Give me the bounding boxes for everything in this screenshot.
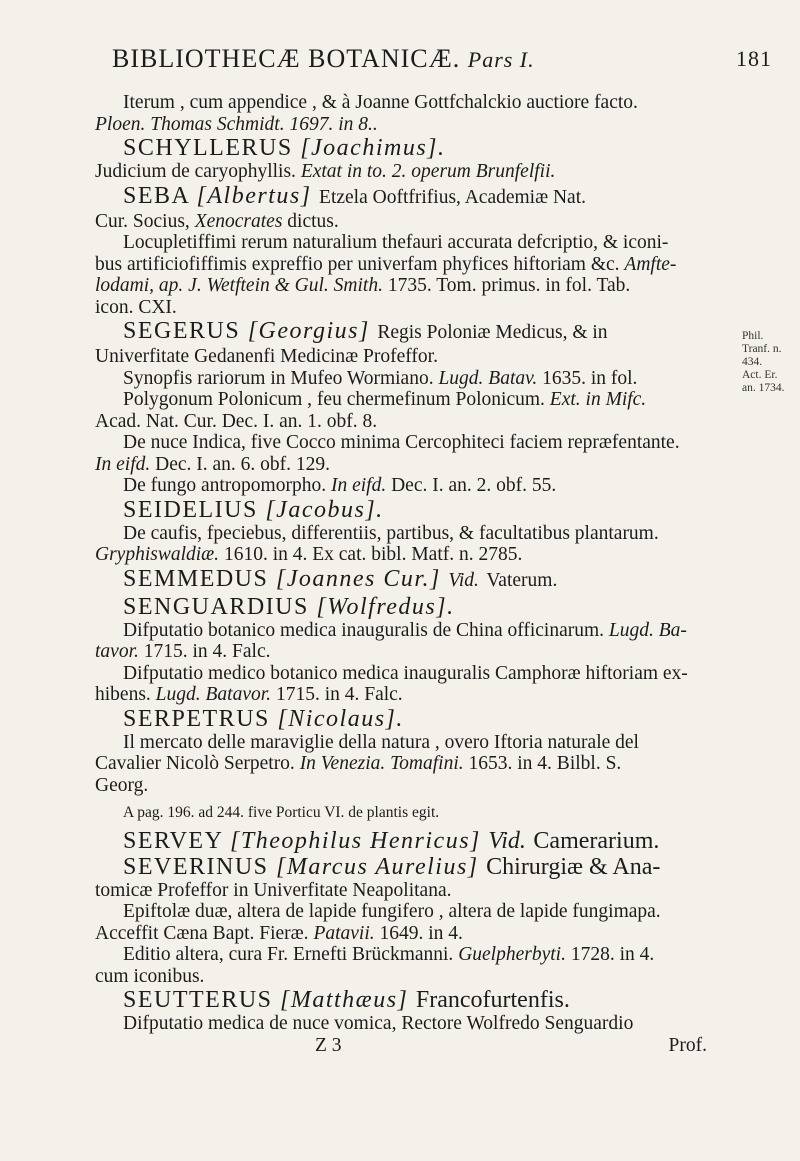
text-line: Cavalier Nicolò Serpetro. In Venezia. Tomafini. 1653. in 4. Bilbl. S. [95, 753, 622, 774]
text-line: In eifd. Dec. I. an. 6. obf. 129. [95, 453, 331, 475]
text-line: bus artificiofiffimis expreffio per univerfam phyfices hiftoriam &c. Amfte- [95, 253, 677, 275]
entry-heading: SCHYLLERUS [Joachimus]. [123, 135, 446, 161]
text-line: Difputatio medica de nuce vomica, Rectore Wolfredo Senguardio [123, 1013, 634, 1034]
text-line: Cur. Socius, Xenocrates dictus. [95, 210, 339, 232]
entry-heading: SEMMEDUS [Joannes Cur.] Vid. Vaterum. [123, 565, 558, 592]
text-line: Acad. Nat. Cur. Dec. I. an. 1. obf. 8. [95, 410, 378, 432]
text-line: Polygonum Polonicum , feu chermefinum Polonicum. Ext. in Mifc. [123, 389, 647, 410]
entry-heading: SEIDELIUS [Jacobus]. [123, 496, 384, 523]
text-line: Judicium de caryophyllis. Extat in to. 2. operum Brunfelfii. [95, 161, 556, 182]
text-line: Epiftolæ duæ, altera de lapide fungifero , altera de lapide fungimapa. [123, 901, 661, 922]
entry-heading: SENGUARDIUS [Wolfredus]. [123, 593, 455, 620]
header-title: BIBLIOTHECÆ BOTANICÆ. [112, 44, 461, 73]
text-line: De fungo antropomorpho. In eifd. Dec. I. an. 2. obf. 55. [123, 475, 557, 496]
text-line: Difputatio medico botanico medica inauguralis Camphoræ hiftoriam ex- [123, 662, 688, 684]
entry-heading: SERPETRUS [Nicolaus]. [123, 705, 404, 732]
text-line: Acceffit Cæna Bapt. Fieræ. Patavii. 1649. in 4. [95, 922, 463, 944]
text-line: Univerfitate Gedanenfi Medicinæ Profeffor. [95, 346, 438, 367]
margin-line: Act. Er. [742, 369, 778, 381]
entry-heading: SEUTTERUS [Matthæus] Francofurtenfis. [123, 987, 570, 1013]
header-part: Pars I. [467, 47, 535, 72]
page-footer [95, 1035, 735, 1057]
text-line: Ploen. Thomas Schmidt. 1697. in 8.. [95, 113, 378, 135]
entry-heading: SEGERUS [Georgius] Regis Poloniæ Medicus, & in [123, 318, 608, 344]
text-line: Gryphiswaldiæ. 1610. in 4. Ex cat. bibl. Matf. n. 2785. [95, 544, 523, 565]
margin-line: Phil. [742, 330, 764, 342]
catchword: Prof. [668, 1034, 707, 1056]
text-line: Il mercato delle maraviglie della natura , overo Iftoria naturale del [123, 731, 639, 753]
entry-heading: SERVEY [Theophilus Henricus] Vid. Camerarium. [123, 827, 660, 854]
text-line: hibens. Lugd. Batavor. 1715. in 4. Falc. [95, 684, 403, 705]
entry-heading: SEBA [Albertus] Etzela Ooftfrifius, Academiæ Nat. [123, 182, 587, 209]
body-text [95, 92, 735, 1056]
text-line: De nuce Indica, five Cocco minima Cercophiteci faciem repræfentante. [123, 432, 680, 453]
text-line: lodami, ap. J. Wetftein & Gul. Smith. 1735. Tom. primus. in fol. Tab. [95, 275, 631, 296]
text-line: tavor. 1715. in 4. Falc. [95, 641, 271, 662]
note-line: A pag. 196. ad 244. five Porticu VI. de plantis egit. [123, 804, 440, 821]
entry-heading: SEVERINUS [Marcus Aurelius] Chirurgiæ & Ana- [123, 853, 661, 880]
margin-line: an. 1734. [742, 382, 785, 394]
text-line: cum iconibus. [95, 965, 205, 987]
running-header [112, 44, 772, 74]
margin-line: 434. [742, 356, 763, 368]
text-line: icon. CXI. [95, 296, 177, 318]
signature-mark: Z 3 [315, 1034, 342, 1056]
text-line: Georg. [95, 774, 149, 796]
text-line: tomicæ Profeffor in Univerfitate Neapolitana. [95, 879, 452, 901]
page-number: 181 [736, 46, 772, 71]
text-line: Editio altera, cura Fr. Ernefti Brückmanni. Guelpherbyti. 1728. in 4. [123, 944, 655, 965]
margin-line: Tranf. n. [742, 343, 782, 355]
text-line: Difputatio botanico medica inauguralis de China officinarum. Lugd. Ba- [123, 619, 687, 641]
text-line: Synopfis rariorum in Mufeo Wormiano. Lugd. Batav. 1635. in fol. [123, 367, 638, 389]
text-line: Iterum , cum appendice , & à Joanne Gottfchalckio auctiore facto. [123, 92, 638, 113]
text-line: Locupletiffimi rerum naturalium thefauri accurata defcriptio, & iconi- [123, 232, 669, 253]
text-line: De caufis, fpeciebus, differentiis, partibus, & facultatibus plantarum. [123, 522, 659, 544]
margin-note [742, 330, 800, 395]
